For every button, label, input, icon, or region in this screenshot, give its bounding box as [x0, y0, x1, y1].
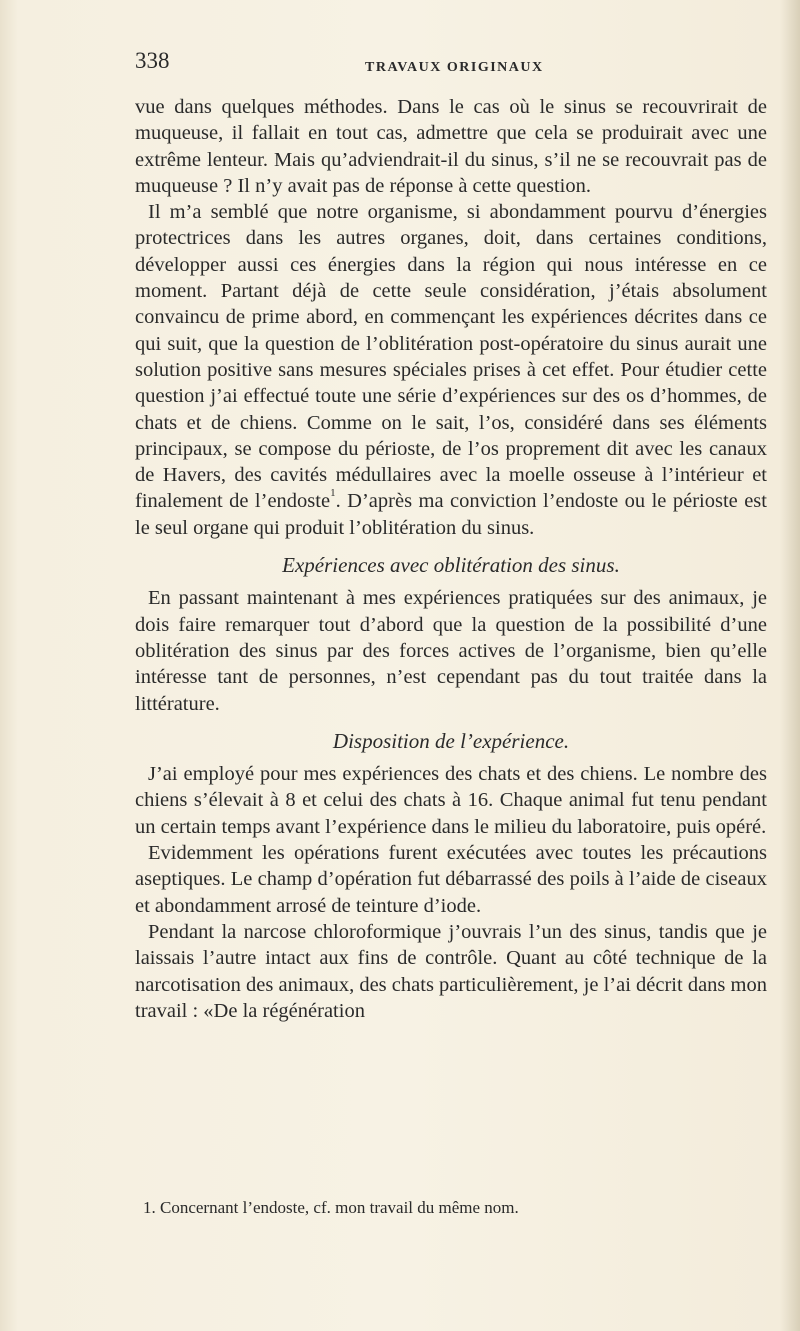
body-text — [135, 94, 767, 1024]
paragraph: vue dans quelques méthodes. Dans le cas où le sinus se recouvrirait de muqueuse, il fallait en tout cas, admettre que cela se produirait avec une extrême lenteur. Mais qu’adviendrait-il du sinus, s’il ne se recouvrait pas de muqueuse ? Il n’y avait pas de réponse à cette question. — [135, 96, 767, 197]
paragraph-text: . D’après ma conviction l’endoste ou le périoste est le seul organe qui produit l’oblitération du sinus. — [135, 490, 767, 539]
section-heading: Disposition de l’expérience. — [332, 728, 570, 753]
running-title: TRAVAUX ORIGINAUX — [365, 60, 544, 75]
paragraph: Pendant la narcose chloroformique j’ouvrais l’un des sinus, tandis que je laissais l’autre intact aux fins de contrôle. Quant au côté technique de la narcotisation des animaux, des chats particulièrement, je l’ai décrit dans mon travail : «De la régénération — [135, 920, 767, 1022]
footnote-reference[interactable]: 1 — [330, 487, 336, 500]
paragraph-text: Il m’a semblé que notre organisme, si abondamment pourvu d’énergies protectrices dans les autres organes, doit, dans certaines conditions, développer aussi ces énergies dans la région qui nous intéresse en ce moment. Partant déjà de cette seule considération, j’étais absolument convaincu de prime abord, en commençant les expériences décrites dans ce qui suit, que la question de l’oblitération post-opératoire du sinus aurait une solution positive sans mesures spéciales prises à cet effet. Pour étudier cette question j’ai effectué toute une série d’expériences sur des os d’hommes, de chats et de chiens. Comme on le sait, l’os, considéré dans ses éléments principaux, se compose du périoste, de l’os proprement dit avec les canaux de Havers, des cavités médullaires avec la moelle osseuse à l’intérieur et finalement de l’endoste — [135, 201, 767, 513]
footnote: 1. Concernant l’endoste, cf. mon travail du même nom. — [143, 1198, 519, 1217]
page-header — [135, 48, 765, 78]
paragraph: Evidemment les opérations furent exécutées avec toutes les précautions aseptiques. Le champ d’opération fut débarrassé des poils à l’aide de ciseaux et abondamment arrosé de teinture d’iode. — [135, 842, 767, 917]
page-number: 338 — [135, 48, 170, 73]
section-heading: Expériences avec oblitération des sinus. — [282, 553, 620, 578]
paragraph — [135, 199, 767, 541]
paragraph: En passant maintenant à mes expériences pratiquées sur des animaux, je dois faire remarquer tout d’abord que la question de la possibilité d’une oblitération des sinus par des forces actives de l’organisme, bien qu’elle intéresse tant de personnes, n’est cependant pas du tout traitée dans la littérature. — [135, 587, 767, 715]
paragraph: J’ai employé pour mes expériences des chats et des chiens. Le nombre des chiens s’élevait à 8 et celui des chats à 16. Chaque animal fut tenu pendant un certain temps avant l’expérience dans le milieu du laboratoire, puis opéré. — [135, 763, 767, 838]
